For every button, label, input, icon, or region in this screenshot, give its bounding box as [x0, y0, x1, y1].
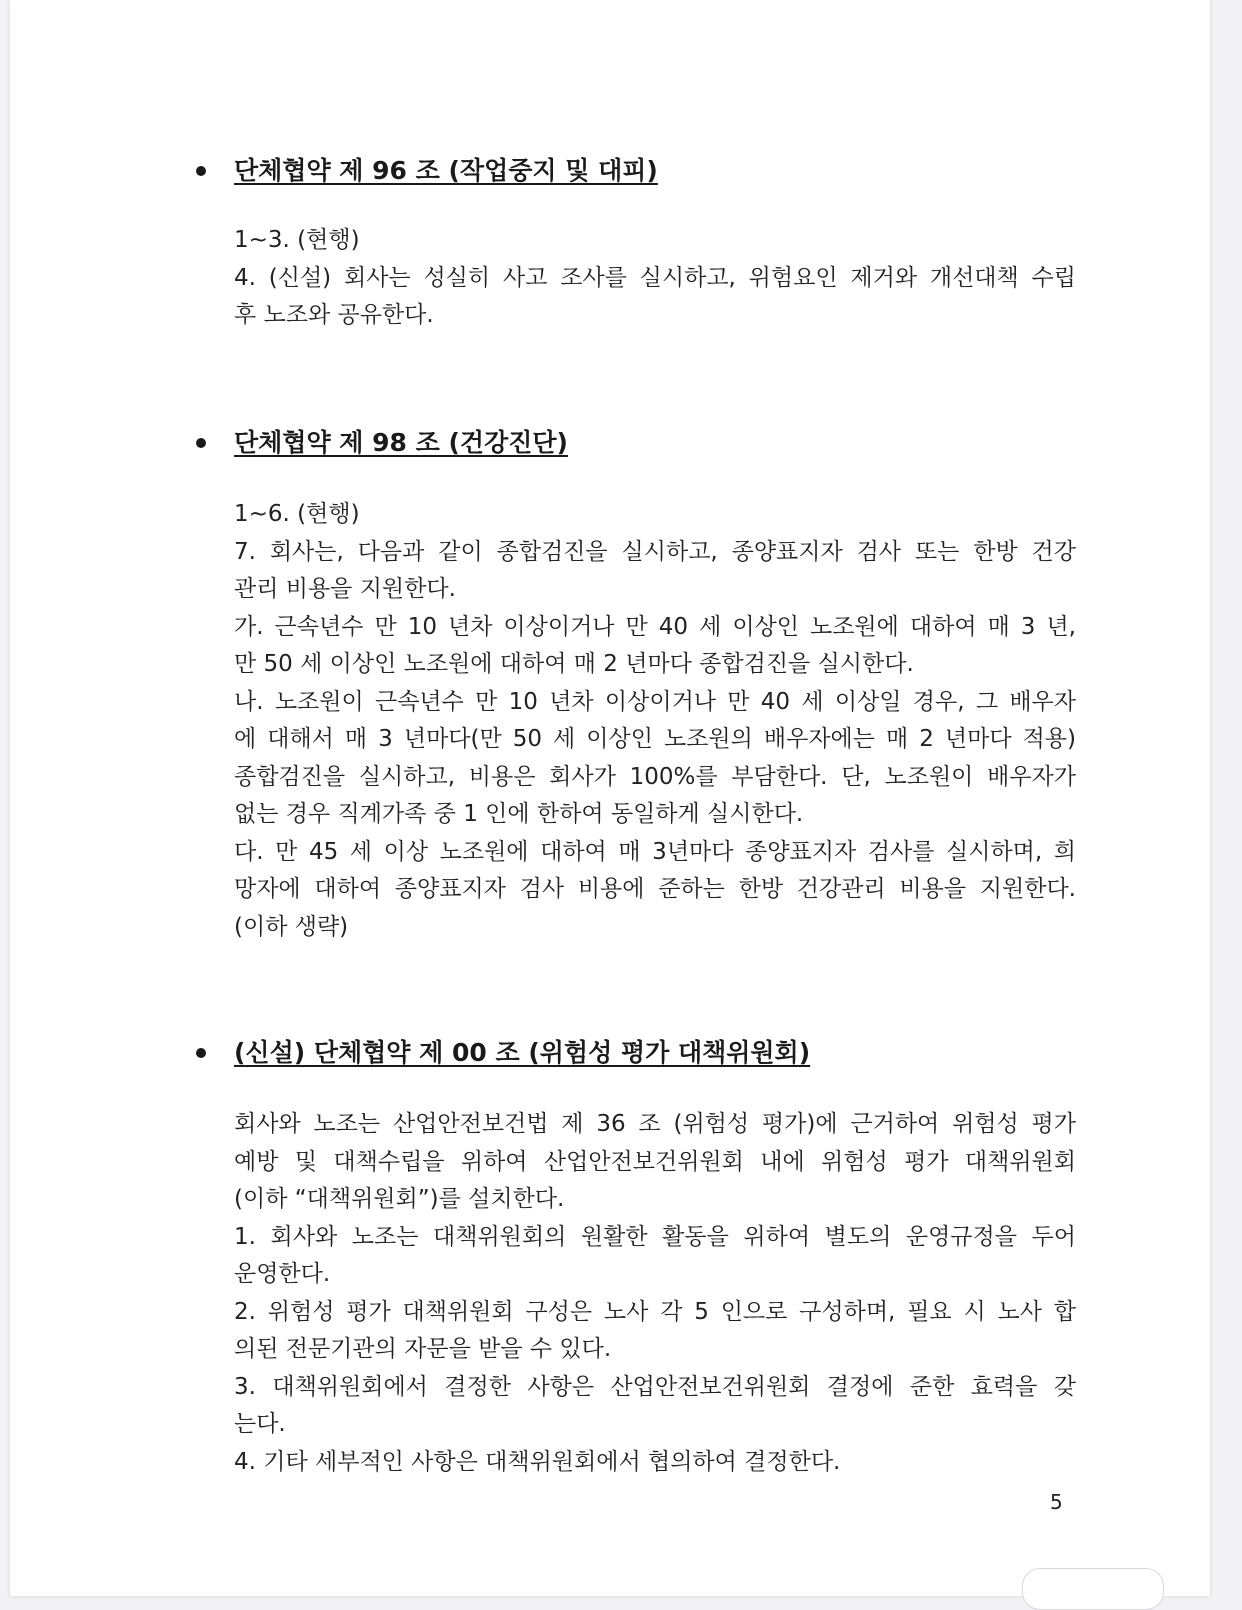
body-line: 가. 근속년수 만 10 년차 이상이거나 만 40 세 이상인 노조원에 대하여 매 3 년,	[234, 613, 1076, 640]
section-heading: 단체협약 제 96 조 (작업중지 및 대피)	[234, 156, 658, 185]
document-page	[10, 0, 1210, 1596]
section-heading: (신설) 단체협약 제 00 조 (위험성 평가 대책위원회)	[234, 1038, 811, 1067]
body-line: 2. 위험성 평가 대책위원회 구성은 노사 각 5 인으로 구성하며, 필요 시 노사 합	[234, 1298, 1076, 1325]
section-heading: 단체협약 제 98 조 (건강진단)	[234, 428, 568, 457]
page-number: 5	[1050, 1490, 1063, 1514]
section-body	[234, 496, 1076, 946]
bullet-point	[196, 1048, 206, 1058]
body-line: 운영한다.	[234, 1261, 331, 1287]
body-line: 나. 노조원이 근속년수 만 10 년차 이상이거나 만 40 세 이상일 경우, 그 배우자	[234, 688, 1076, 715]
body-line: 후 노조와 공유한다.	[234, 302, 434, 328]
body-line: 에 대해서 매 3 년마다(만 50 세 이상인 노조원의 배우자에는 매 2 년마다 적용)	[234, 726, 1076, 752]
body-line: 다. 만 45 세 이상 노조원에 대하여 매 3년마다 종양표지자 검사를 실시하며, 희	[234, 838, 1076, 865]
section-body	[234, 222, 1076, 335]
body-line: 4. 기타 세부적인 사항은 대책위원회에서 협의하여 결정한다.	[234, 1448, 841, 1475]
body-line: 의된 전문기관의 자문을 받을 수 있다.	[234, 1336, 612, 1362]
bullet-point	[196, 438, 206, 448]
body-line: 망자에 대하여 종양표지자 검사 비용에 준하는 한방 건강관리 비용을 지원한다.	[234, 876, 1076, 902]
body-line: 예방 및 대책수립을 위하여 산업안전보건위원회 내에 위험성 평가 대책위원회	[234, 1148, 1076, 1175]
body-line: 관리 비용을 지원한다.	[234, 576, 456, 602]
body-line: 3. 대책위원회에서 결정한 사항은 산업안전보건위원회 결정에 준한 효력을 갖	[234, 1373, 1076, 1400]
body-line: 1~3. (현행)	[234, 227, 360, 253]
body-line: 1. 회사와 노조는 대책위원회의 원활한 활동을 위하여 별도의 운영규정을 두어	[234, 1223, 1076, 1250]
body-line: (이하 “대책위원회”)를 설치한다.	[234, 1186, 565, 1212]
body-line: 4. (신설) 회사는 성실히 사고 조사를 실시하고, 위험요인 제거와 개선대책 수립	[234, 264, 1076, 291]
body-line: 만 50 세 이상인 노조원에 대하여 매 2 년마다 종합검진을 실시한다.	[234, 651, 914, 677]
body-line: 종합검진을 실시하고, 비용은 회사가 100%를 부담한다. 단, 노조원이 배우자가	[234, 763, 1076, 790]
body-line: 회사와 노조는 산업안전보건법 제 36 조 (위험성 평가)에 근거하여 위험성 평가	[234, 1111, 1076, 1137]
page-control-tab[interactable]	[1022, 1568, 1164, 1610]
body-line: 는다.	[234, 1411, 286, 1437]
body-line: (이하 생략)	[234, 913, 349, 940]
body-line: 7. 회사는, 다음과 같이 종합검진을 실시하고, 종양표지자 검사 또는 한방 건강	[234, 538, 1076, 565]
body-line: 없는 경우 직계가족 중 1 인에 한하여 동일하게 실시한다.	[234, 801, 804, 827]
bullet-point	[196, 166, 206, 176]
section-body	[234, 1106, 1076, 1481]
body-line: 1~6. (현행)	[234, 501, 360, 527]
